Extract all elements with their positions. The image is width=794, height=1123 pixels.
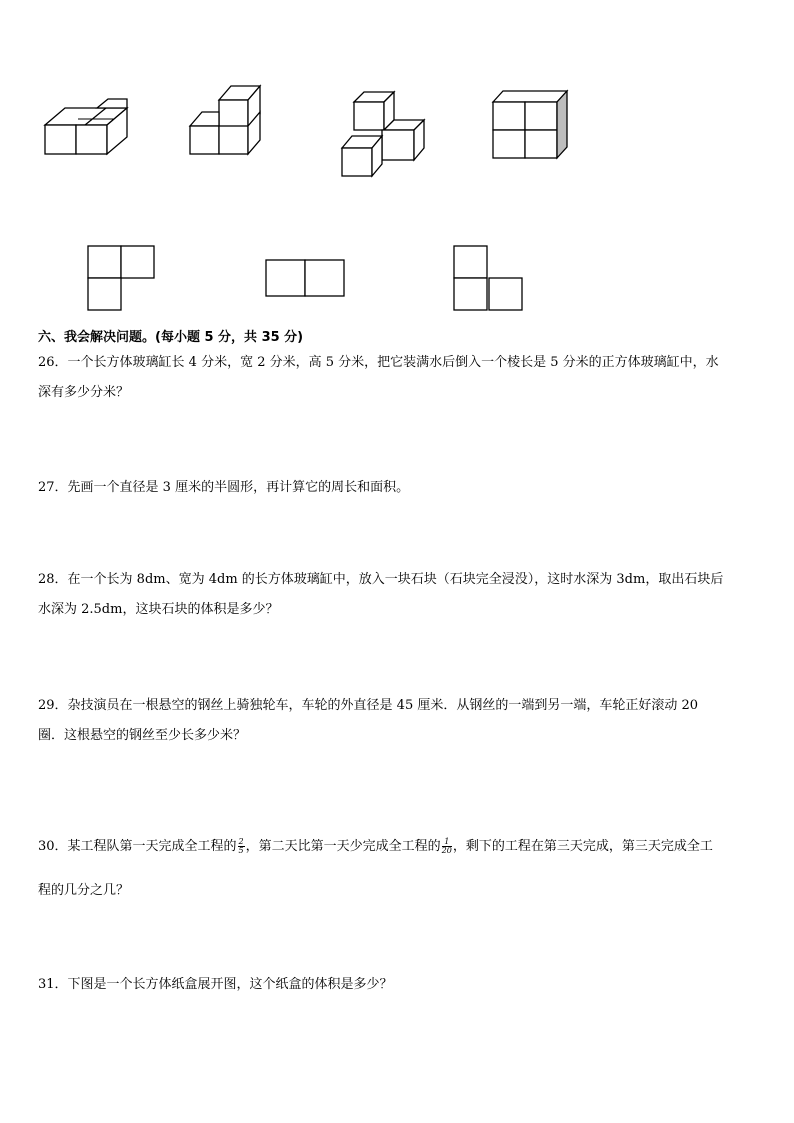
fraction-numerator: 1 bbox=[442, 838, 452, 847]
question-30-text-b: ，第二天比第一天少完成全工程的 bbox=[245, 839, 441, 854]
cube-solid-3 bbox=[338, 90, 430, 178]
question-31-line-1: 31．下图是一个长方体纸盒展开图，这个纸盒的体积是多少？ bbox=[38, 977, 393, 992]
question-30-text-a: 30．某工程队第一天完成全工程的 bbox=[38, 839, 237, 854]
question-26-line-2: 深有多少分米？ bbox=[38, 385, 130, 400]
figure-area bbox=[0, 0, 794, 320]
question-28-line-2: 水深为 2.5dm，这块石块的体积是多少？ bbox=[38, 602, 279, 617]
question-31 bbox=[38, 970, 758, 1000]
cube-solid-2 bbox=[188, 82, 268, 156]
question-30 bbox=[38, 830, 758, 908]
question-26-line-1: 26．一个长方体玻璃缸长 4 分米，宽 2 分米，高 5 分米，把它装满水后倒入一个棱长是 5 分米的正方体玻璃缸中，水 bbox=[38, 355, 719, 370]
question-30-line-1 bbox=[38, 830, 758, 864]
fraction-numerator: 2 bbox=[238, 837, 244, 846]
question-30-text-c: ，剩下的工程在第三天完成，第三天完成全工 bbox=[452, 839, 713, 854]
view-shape-3 bbox=[452, 244, 526, 312]
question-27-line-1: 27．先画一个直径是 3 厘米的半圆形，再计算它的周长和面积。 bbox=[38, 480, 410, 495]
cube-solid-4 bbox=[490, 88, 570, 162]
question-29-line-2: 圈．这根悬空的钢丝至少长多少米？ bbox=[38, 728, 247, 743]
view-shape-1 bbox=[86, 244, 158, 312]
fraction-one-twentieth bbox=[442, 838, 452, 855]
cube-solid-1 bbox=[40, 96, 130, 158]
section-title: 六、我会解决问题。(每小题 5 分，共 35 分) bbox=[38, 330, 304, 345]
view-shape-2 bbox=[264, 258, 348, 300]
question-26 bbox=[38, 348, 758, 408]
question-30-line-2: 程的几分之几？ bbox=[38, 883, 130, 898]
question-28 bbox=[38, 565, 758, 625]
question-29-line-1: 29．杂技演员在一根悬空的钢丝上骑独轮车，车轮的外直径是 45 厘米．从钢丝的一端到另一端，车轮正好滚动 20 bbox=[38, 698, 699, 713]
fraction-denominator: 20 bbox=[441, 846, 452, 855]
fraction-two-fifths bbox=[238, 838, 245, 855]
question-27 bbox=[38, 473, 758, 503]
fraction-denominator: 5 bbox=[238, 846, 244, 855]
question-28-line-1: 28．在一个长为 8dm、宽为 4dm 的长方体玻璃缸中，放入一块石块（石块完全浸没），这时水深为 3dm，取出石块后 bbox=[38, 572, 724, 587]
question-29 bbox=[38, 691, 758, 751]
